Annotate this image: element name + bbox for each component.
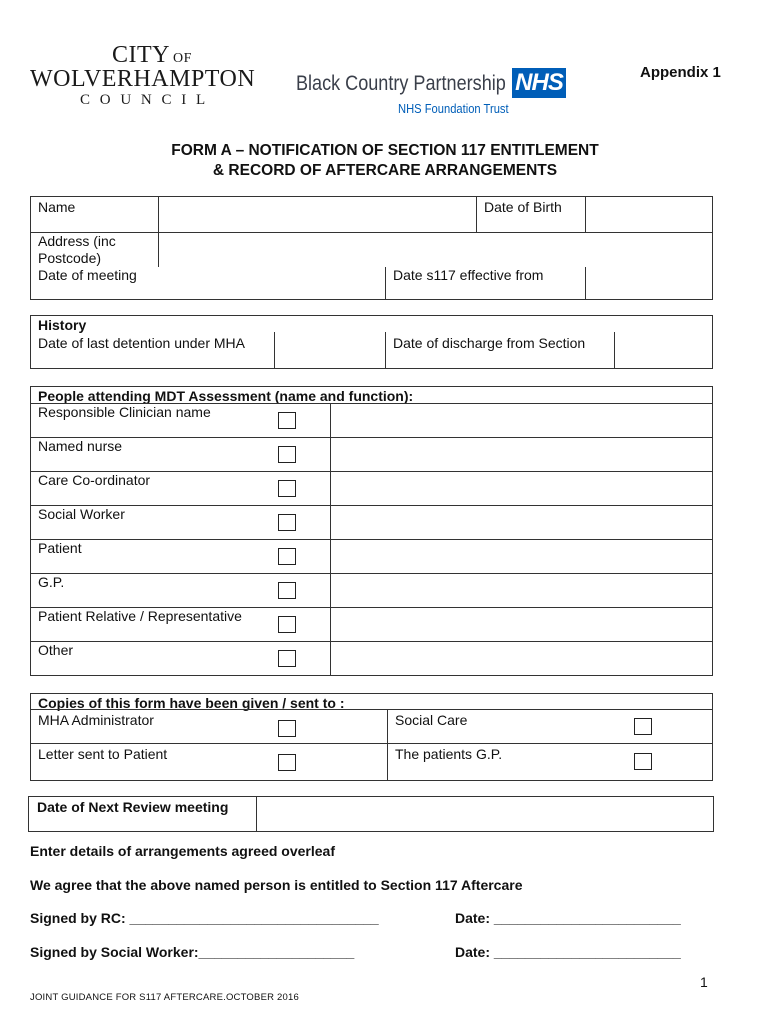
agreement-text: We agree that the above named person is entitled to Section 117 Aftercare: [30, 877, 523, 893]
mdt-row-name-input[interactable]: [331, 607, 712, 641]
copies-heading: Copies of this form have been given / sent to :: [38, 695, 345, 711]
nhs-trust-subtitle: NHS Foundation Trust: [398, 101, 509, 116]
history-box: [30, 315, 713, 369]
mdt-row-checkbox[interactable]: [278, 548, 296, 565]
enter-details-text: Enter details of arrangements agreed overleaf: [30, 843, 335, 859]
last-detention-input[interactable]: [275, 332, 385, 368]
copies-box: [30, 693, 713, 781]
form-title-line2: & RECORD OF AFTERCARE ARRANGEMENTS: [212, 162, 558, 179]
mdt-row-checkbox[interactable]: [278, 412, 296, 429]
mdt-heading: People attending MDT Assessment (name and function):: [38, 388, 414, 404]
council-logo-wolverhampton: WOLVERHAMPTON: [30, 66, 256, 92]
address-input[interactable]: [159, 233, 712, 267]
personal-details-box: [30, 196, 713, 300]
next-review-box: [28, 796, 714, 832]
mdt-row-name-input[interactable]: [331, 471, 712, 505]
next-review-input[interactable]: [257, 797, 713, 831]
mdt-attendees-box: [30, 386, 713, 676]
mdt-row-label: G.P.: [38, 574, 65, 590]
dob-input[interactable]: [586, 197, 712, 232]
mdt-row-label: Responsible Clinician name: [38, 404, 211, 420]
signed-rc-date-line[interactable]: Date: ________________________: [455, 910, 681, 926]
mdt-row-name-input[interactable]: [331, 641, 712, 675]
council-logo-council: C O U N C I L: [80, 92, 209, 108]
patients-gp-label: The patients G.P.: [395, 746, 503, 762]
next-review-label: Date of Next Review meeting: [37, 799, 229, 815]
council-logo-of: OF: [173, 51, 192, 66]
social-care-label: Social Care: [395, 712, 468, 728]
form-title-line1: FORM A – NOTIFICATION OF SECTION 117 ENTITLEMENT: [171, 142, 599, 159]
mdt-row-checkbox[interactable]: [278, 582, 296, 599]
nhs-trust-name: Black Country Partnership: [296, 72, 506, 95]
mdt-row-name-input[interactable]: [331, 403, 712, 437]
nhs-badge: NHS: [512, 68, 566, 98]
signed-rc-line[interactable]: Signed by RC: ________________________________: [30, 910, 379, 926]
council-logo: [30, 42, 270, 112]
name-input[interactable]: [159, 197, 476, 232]
mdt-row-name-input[interactable]: [331, 539, 712, 573]
signed-sw-date-line[interactable]: Date: ________________________: [455, 944, 681, 960]
meeting-date-label: Date of meeting: [38, 267, 137, 283]
mdt-row-label: Named nurse: [38, 438, 123, 454]
name-label: Name: [38, 199, 76, 215]
mdt-row-label: Social Worker: [38, 506, 125, 522]
page-number: 1: [700, 974, 708, 990]
appendix-label: Appendix 1: [640, 64, 721, 81]
footer-note: JOINT GUIDANCE FOR S117 AFTERCARE.OCTOBER 2016: [30, 992, 299, 1003]
mdt-row-name-input[interactable]: [331, 437, 712, 471]
discharge-label: Date of discharge from Section: [393, 335, 586, 351]
meeting-date-input[interactable]: [159, 267, 385, 299]
mdt-row-checkbox[interactable]: [278, 616, 296, 633]
mdt-row-label: Care Co-ordinator: [38, 472, 151, 488]
mdt-row-name-input[interactable]: [331, 573, 712, 607]
last-detention-label: Date of last detention under MHA: [38, 335, 246, 351]
mdt-row-label: Patient Relative / Representative: [38, 608, 242, 624]
history-heading: History: [38, 317, 87, 333]
mdt-row-label: Other: [38, 642, 74, 658]
mha-admin-checkbox[interactable]: [278, 720, 296, 737]
address-label-line2: Postcode): [38, 250, 102, 266]
address-label-line1: Address (inc: [38, 233, 116, 249]
mdt-row-name-input[interactable]: [331, 505, 712, 539]
mha-admin-label: MHA Administrator: [38, 712, 154, 728]
letter-patient-label: Letter sent to Patient: [38, 746, 168, 762]
council-logo-city: CITY: [112, 42, 170, 68]
mdt-row-checkbox[interactable]: [278, 480, 296, 497]
effective-date-input[interactable]: [586, 267, 712, 299]
dob-label: Date of Birth: [484, 199, 562, 215]
mdt-row-label: Patient: [38, 540, 82, 556]
discharge-input[interactable]: [615, 332, 712, 368]
mdt-row-checkbox[interactable]: [278, 514, 296, 531]
mdt-row-checkbox[interactable]: [278, 446, 296, 463]
effective-date-label: Date s117 effective from: [393, 267, 544, 283]
social-care-checkbox[interactable]: [634, 718, 652, 735]
nhs-trust-logo: [296, 66, 576, 122]
letter-patient-checkbox[interactable]: [278, 754, 296, 771]
mdt-row-checkbox[interactable]: [278, 650, 296, 667]
patients-gp-checkbox[interactable]: [634, 753, 652, 770]
signed-sw-line[interactable]: Signed by Social Worker:____________________: [30, 944, 355, 960]
